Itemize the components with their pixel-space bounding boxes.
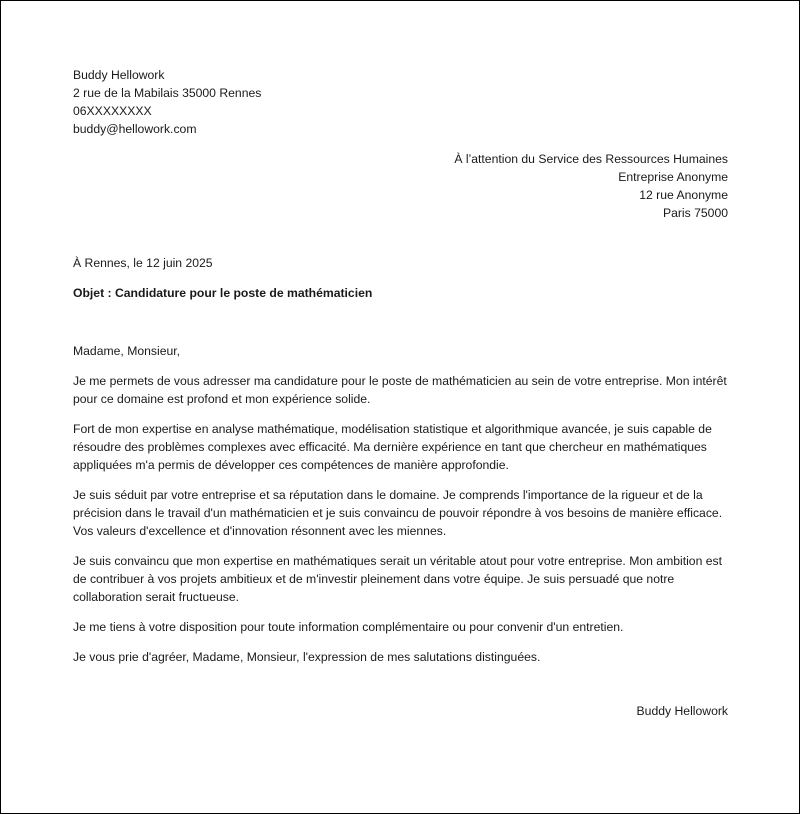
signature: Buddy Hellowork: [636, 704, 728, 718]
body-paragraph: Fort de mon expertise en analyse mathématique, modélisation statistique et algorithmique avancée, je suis capable de résoudre des problèmes complexes avec efficacité. Ma dernière expérience en tant que chercheur en mathématiques appliquées m'a permis de développer ces compétences de manière approfondie.: [73, 422, 712, 472]
closing-paragraph: Je vous prie d'agréer, Madame, Monsieur, l'expression de mes salutations distinguées.: [73, 650, 541, 664]
body-paragraph: Je suis séduit par votre entreprise et sa réputation dans le domaine. Je comprends l'importance de la rigueur et de la précision dans le travail d'un mathématicien et je suis convaincu de pouvoir répondre à vos besoins de manière efficace. Vos valeurs d'excellence et d'innovation résonnent avec les miennes.: [73, 488, 723, 538]
greeting: Madame, Monsieur,: [73, 344, 181, 358]
sender-phone: 06XXXXXXXX: [73, 104, 152, 118]
letter-content: [73, 66, 728, 720]
sender-name: Buddy Hellowork: [73, 68, 165, 82]
date-line: À Rennes, le 12 juin 2025: [73, 256, 213, 270]
body-paragraph: Je suis convaincu que mon expertise en mathématiques serait un véritable atout pour votre entreprise. Mon ambition est de contribuer à vos projets ambitieux et de m'investir pleinement dans votre équipe. Je suis persuadé que notre collaboration serait fructueuse.: [73, 554, 722, 604]
subject-line: Objet : Candidature pour le poste de mathématicien: [73, 286, 373, 300]
sender-address: 2 rue de la Mabilais 35000 Rennes: [73, 86, 262, 100]
body-paragraph: Je me permets de vous adresser ma candidature pour le poste de mathématicien au sein de votre entreprise. Mon intérêt pour ce domaine est profond et mon expérience solide.: [73, 374, 727, 406]
sender-block: [73, 66, 728, 138]
sender-email: buddy@hellowork.com: [73, 122, 197, 136]
body-paragraph: Je me tiens à votre disposition pour toute information complémentaire ou pour convenir d'un entretien.: [73, 620, 624, 634]
recipient-company: Entreprise Anonyme: [618, 170, 728, 184]
recipient-attention: À l’attention du Service des Ressources Humaines: [454, 152, 728, 166]
recipient-block: [73, 150, 728, 222]
recipient-street: 12 rue Anonyme: [639, 188, 728, 202]
recipient-city: Paris 75000: [662, 206, 728, 220]
